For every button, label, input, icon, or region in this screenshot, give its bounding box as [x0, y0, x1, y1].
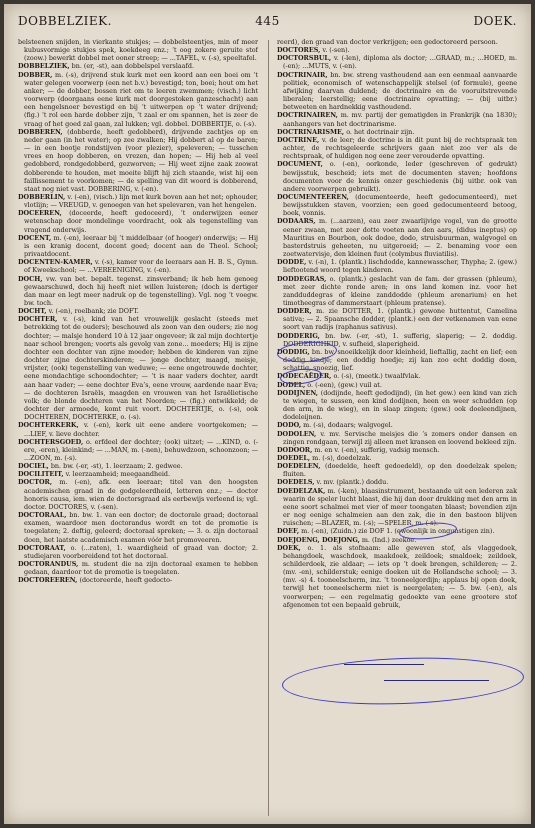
dictionary-entry: [277, 275, 517, 308]
dictionary-entry: [277, 430, 517, 446]
entry-headword: DOBBELZIEK,: [18, 62, 70, 71]
entry-definition: m. (...aarzen), eau zeer zwaarlijvige vogel, van de grootte eener zwaan, met zeer dotte voeten aan den aars, (didus ineptus) op Mauritius en Bourbon, ook dodoe, dodo, struisbuurman, walgvogel en basterdstruis geheeten, nu uitgeroeid; — 2. benaming voor een zoetwatervisje, den kleinen fuut (colymbus fluviatilis).: [283, 217, 517, 259]
dictionary-entry: [18, 307, 258, 315]
entry-definition: m. (-en), afk. een leeraar; titel van den hoogsten academischen graad in de godgeleerdheid, letteren enz.; — doctor honoris causa, iem. wien de doctorsgraad als eerbewijs verleend is; vgl. doctor. DOCTORES, v. (-sen).: [24, 478, 258, 511]
ink-strike-2: [384, 680, 489, 681]
entry-headword: DODIJNEN,: [277, 388, 319, 397]
entry-definition: m. student die na zijn doctoraal examen te hebben gedaan, daardoor tot de promotie is toegelaten.: [24, 560, 258, 577]
entry-headword: DOCIEL,: [18, 462, 49, 471]
entry-definition: (doctoreerde, heeft gedocto-: [79, 576, 173, 585]
entry-headword: DOCTORANDUS,: [18, 560, 79, 568]
entry-headword: DOCHTERSGOED,: [18, 437, 84, 446]
dictionary-entry: [18, 62, 258, 70]
entry-definition: (dodijnde, heeft gedodijnd), (in het gew.) een kind van zich te wiegen, te sussen, een kind dodijnen, heen en weer schudden (op den arm, in de wieg), en in slaap zingen; (gew.) ook doeleendijnen, dodeleijnen.: [283, 388, 517, 422]
entry-definition: m. (-s), drijvend stuk kurk met een koord aan een boei om ‘t water gelegen voorwerp (een net b.v.) bevestigd; ton, boei; hout om het anker; — de dobber, bossen riet om te leeren zwemmen; (visch.) licht voorwerp (doorgaans eene kurk met doorgestoken ganzeschacht) aan een hengelsnoer bevestigd en bij ‘t uitwerpen op ‘t water drijvend; (fig.) ‘t rol een harde dobber zijn, ‘t zaal er om spannen, het is zeer de vraag of het goed zal gaan, zal lukken; vgl. dobbel. DOBBERTJE, o. (-s).: [24, 70, 258, 128]
entry-definition: o. (-en), oorkonde, leder (geschreven of gedrukt) bewijsstuk, bescheid; iets met de documenten staven; hoofdons documenten voor de kennis onzer geschiedenis (bij uitbr. ook van andere voorwerpen gebruikt).: [283, 160, 517, 193]
dictionary-entry: [277, 446, 517, 454]
entry-definition: v. (-len), diploma als doctor; ...GRAAD, m.; ...HOED, m. (-en); ...MUTS, v. (-en).: [283, 54, 517, 71]
entry-definition: v. (-n), 1. (plantk.) lischdodde, kannewasscher, Thypha; 2. (gew.) lieftootend woord tegen kinderen.: [283, 258, 517, 275]
dictionary-entry: [18, 478, 258, 511]
entry-headword: DOCTOR,: [18, 478, 53, 487]
dictionary-entry: [18, 576, 258, 584]
header-left-guideword: DOBBELZIEK.: [18, 14, 112, 28]
left-column: [18, 38, 258, 818]
dictionary-entry: [18, 258, 258, 274]
entry-definition: v. mv. Servische meisjes die ‘s zomers onder dansen en zingen rondgaan, terwijl zij alleen met kransen en loovend bekleed zijn.: [283, 429, 517, 446]
entry-headword: DOCTORES,: [277, 46, 321, 55]
ink-strike-1: [344, 664, 424, 665]
entry-definition: v. (-en), roelbank; zie DOFT.: [48, 307, 139, 316]
entry-headword: DOEK,: [277, 543, 301, 552]
dictionary-entry: [18, 315, 258, 421]
entry-definition: v. (-en), (visch.) lijn met kurk boven aan het net; ophouder, vlotlijn; — VREUGD, v. genoegen van het spelevaren, van het hengelen.: [24, 192, 258, 210]
entry-headword: DOCTORSBUL,: [277, 54, 332, 63]
entry-definition: o. (...raten), 1. waardigheid of graad van doctor; 2. studiejaren voorbereidend tot het doctoraal.: [24, 543, 258, 560]
entry-headword: DOCENTEN-KAMER,: [18, 258, 93, 267]
entry-headword: DOCTRINE,: [277, 135, 320, 144]
entry-definition: m. (-s), doedelzak.: [312, 453, 372, 462]
entry-definition: v. de leer; de doctrine is in dit punt bij de rechtspraak ten achter, de rechtsgeleerde schrijvers gaan niet zoo ver als de rechtspraak, of huldigen nog eene zeer verouderde opvatting.: [283, 135, 517, 161]
dictionary-entry: [277, 193, 517, 217]
entry-definition: bn. bw. 1. van een doctor; de doctorale graad; doctoraal examen, waardoor men doctorandus wordt en tot de promotie is toegelaten; 2. deftig, geleerd; doctoraal spreken; — 3. o. zijn doctoraal doen, het laatste academisch examen vóór het promoveeren.: [24, 511, 258, 544]
dictionary-entry: [277, 487, 517, 528]
dictionary-entry: [277, 544, 517, 609]
dictionary-entry: [18, 560, 258, 576]
entry-headword: DODDE,: [277, 258, 307, 267]
dictionary-entry: [277, 160, 517, 193]
entry-definition: vw. van bet. bepalt. tegenst. zinsverband; ik heb hem genoeg gewaarschuwd, doch hij heeft niet willen luisteren; (doch is dertiger dan maar en legt meer nadruk op de tegenstelling). Vgl. nog ‘t voegw. bw. toch.: [24, 274, 258, 307]
dictionary-entry: [18, 511, 258, 544]
entry-headword: DOCTRINAIREN,: [277, 111, 338, 120]
dictionary-entry: [277, 111, 517, 127]
entry-definition: o. 1. als stofnaam: alle geweven stof, als vlaggedoek, behangdoek, waschdoek, maakdoek, zeildoek; smaldoek; zeildoek, schilderdoek, zie aldaar; — iets op ‘t doek brengen, schilderen; — 2. (mv. -en), schilderstuk; eenige doeken uit de Hollandsche school; — 3. (mv. -s) 4. tooneelscherm, inz. ‘t tooneelgordijn; applaus bij open doek, terwijl het tooneelscherm niet is neergelaten; — 5. bw. (-en), als voorwerpen; — een regelmatig gedoekte van eene grootere stof afgenomen tot een bepaald gebruik,: [283, 543, 517, 609]
entry-definition: bn. bw. (-er, -st), 1. leerzaam; 2. gedwee.: [50, 462, 183, 471]
entry-definition: m. (-ken), blaasinstrument, bestaande uit een lederen zak waarin de speler lucht blaast, die hij dan door drukking met den arm in eene soort schalmei met vier of meer toongaten blaast; bovendien zijn er nog eenige schalmeien aan den zak, die in den bastoon blijven ruischen; —BLAZER, m. (-s); —SPELER, m. (-s).: [283, 486, 517, 528]
entry-headword: DOCUMENTEEREN,: [277, 192, 349, 201]
entry-definition: o. erfdeel der dochter; (ook) uitzet; — ...KIND, o. (-ere, -eren), kleinkind; — ...MAN, m. (-nen), behuwdzoon, schoonzoon; — ...ZOON, m. (-s).: [24, 437, 258, 462]
header-right-guideword: DOEK.: [473, 14, 517, 28]
dictionary-entry: [18, 128, 258, 193]
entry-headword: DOEF,: [277, 527, 300, 536]
entry-definition: bn. (er, -st), aan dobbelspel verslaafd.: [71, 62, 194, 71]
entry-definition: bn. bw. (-er, -st), 1. sufferig, slaperig; — 2. doddig. DODDERIGHEID, v. sufheid, slaperigheid.: [283, 331, 517, 348]
entry-definition: v. mv. (plantk.) doddu.: [316, 478, 389, 487]
dictionary-entry: [18, 209, 258, 233]
entry-headword: DODDERIG,: [277, 331, 320, 340]
entry-headword: DOCHTERKERK,: [18, 421, 79, 430]
dictionary-entry: [277, 454, 517, 462]
dictionary-entry: [277, 258, 517, 274]
dictionary-entry: [277, 136, 517, 160]
entry-definition: (dobberde, heeft gedobberd), drijvende zachtjes op en neder gaan (in het water); op zee zwalken; Hij dobbert al op de baren; — in een bootje rondstijven (voor plezier), speleveren; — tusschen vrees en hoop dobberen, en vrezen, dan hopen; — Hij heb al veel gedobberd, rondgedobberd, gezworven; — Hij weet zijne zaak zoowat dobberende te houden, met moeite blijft hij zich staande, wist hij een faillissement te voorkomen; — de spelling van dit woord is dobberend, staat nog niet vast. DOBBERING, v. (-en).: [24, 127, 258, 193]
entry-headword: DOCTRINARISME,: [277, 127, 345, 136]
dictionary-entry: [277, 421, 517, 429]
entry-definition: belsteenen snijden, in vierkante stukjes; — dobbelsteentjes, min of meer kubusvormige stukjes spek, koekdeeg enz.; ‘t oog zokere geruite stof (zoow.) bewerkt dobbel met ooner streep; — ...TAFEL, v. (-s), speeltafel.: [18, 38, 258, 63]
entry-headword: DOBBERLIN,: [18, 192, 66, 201]
dictionary-entry: [18, 193, 258, 209]
entry-definition: bn. bw. snoeikkelijk door kleinheid, lieftallig, zacht en lief; een doddig kindje; een doddig hoedje; zij kan zoo echt doddig doen, schattig, snoezig, lief.: [283, 347, 517, 373]
entry-definition: m. (-en), (Zuidn.) zie DOF 1. (ewoonlijk in ongunstigen zin).: [301, 527, 495, 536]
page-number: 445: [255, 14, 280, 28]
entry-headword: DOBBEREN,: [18, 127, 63, 136]
entry-headword: DODDER,: [277, 307, 312, 316]
entry-definition: v. (-s), kind van het vrouwelijk geslacht (steeds met betrekking tot de ouders); beschouwd als zoon van den ouders; zie nog dochter; — malsje honderd 10 à 12 jaar ongeveer; ik zal mijn dochtertje naar school brengen; voorts als gevolg van zone... moeders; Hij is zijne dochter een dochter van zijne moeder; hebben de kinderen van zijne dochter zijne dochterskinderen; — jonge dochter, maagd, meisje, vrijster, (ook) tegenstelling van weduwe; — eene ongetrouwde dochter, eene mondachtige schoondochter; — ‘t is naar vaders dochter, aardt aan haar vader; — eene dochter Eva’s, eene vrouw, aardende naar Eva; — de dochteren Israëls, maagden en vrouwen van het Israëlietische volk; de blonde dochteren van het Noorden; — (fig.) ontwikkeld; de dochter der armoede, komt ruit voort. DOCHTERTJE, o. (-s), ook DOCHTEREN, DOCHTERKE, o. (-s).: [24, 315, 258, 422]
entry-headword: DODDEGRAS,: [277, 274, 327, 283]
dictionary-entry: [277, 307, 517, 331]
entry-headword: DOCTORAAT,: [18, 543, 66, 552]
entry-headword: DOEDELZAK,: [277, 486, 326, 495]
entry-definition: v. (-sen).: [322, 46, 350, 55]
dictionary-entry: [18, 462, 258, 470]
dictionary-entry: [277, 128, 517, 136]
entry-definition: m. (Ind.) zeekoe.: [361, 535, 417, 544]
dictionary-entry: [277, 462, 517, 478]
dictionary-entry: [277, 46, 517, 54]
entry-definition: reerd), den graad van doctor verkrijgen; een gedoctoreerd persoon.: [277, 38, 498, 46]
dictionary-entry: [18, 544, 258, 560]
entry-definition: bn. bw. streng vasthoudend aan een eenmaal aanvaarde politiek, economisch of wetenschappelijk stelsel (of formule), geene afwijking daarvan duldend; de doctrinaire en de vooruitstrevende liberalen; leerstellig; eene doctrinaire opvatting; — (bij uitbr.) betweeten en hardnekkig vasthoudend.: [283, 70, 517, 112]
dictionary-entry: [277, 217, 517, 258]
dictionary-entry: [277, 71, 517, 112]
entry-definition: m. mv. partij der gematigden in Frankrijk (na 1830); aanhangers van het doctrinarisme.: [283, 111, 517, 128]
entry-headword: DOCH,: [18, 274, 43, 283]
entry-headword: DOCHTER,: [18, 315, 58, 324]
dictionary-entry: [277, 38, 517, 46]
entry-headword: DODOLEN,: [277, 429, 317, 438]
entry-headword: DOEDELEN,: [277, 462, 321, 471]
dictionary-entry: [18, 421, 258, 437]
entry-headword: DOCTOREEREN,: [18, 576, 78, 585]
entry-definition: m. (-en), leeraar bij ‘t middelbaar (of hooger) onderwijs; — Hij is een kranig docent, docent goed; docent aan de Theol. School; privaatdocent.: [24, 233, 258, 259]
entry-headword: DOCTORAAL,: [18, 511, 67, 520]
entry-definition: (doedelde, heeft gedoedeld), op den doedelzak spelen; fluiten.: [283, 462, 517, 479]
entry-headword: DODAARS,: [277, 217, 316, 226]
entry-definition: o. (plantk.) geslacht van de fam. der grassen (phleum), met zeer dichte ronde aren; in ons land komen inz. voor het zandduddegras of kleine zanddodde (phleum arenarium) en het timotheegras of dammerstaart (phleum pratense).: [283, 274, 517, 307]
entry-headword: DOCTRINAIR,: [277, 70, 328, 79]
entry-definition: v. (-en), kerk uit eene andere voortgekomen; — ...LIEF, v. lieve dochter.: [24, 421, 258, 438]
dictionary-entry: [277, 536, 517, 544]
dictionary-entry: [18, 470, 258, 478]
entry-headword: DOCEEREN,: [18, 209, 62, 218]
entry-headword: DOEDEL,: [277, 453, 311, 462]
dictionary-entry: [18, 71, 258, 128]
entry-headword: DOCUMENT,: [277, 160, 323, 169]
dictionary-entry: [277, 54, 517, 70]
dictionary-entry: [18, 438, 258, 462]
entry-headword: DOCENT,: [18, 233, 52, 242]
entry-definition: o. het doctrinair zijn.: [346, 127, 415, 136]
entry-headword: DOEDELS,: [277, 478, 315, 487]
page-header: [18, 14, 517, 36]
entry-headword: DOCILITEIT,: [18, 470, 64, 479]
dictionary-entry: [277, 478, 517, 486]
entry-headword: DODEL,: [277, 380, 306, 389]
entry-definition: m. en v. (-en), sufferig, vadsig mensch.: [314, 445, 440, 454]
entry-definition: (documenteerde, heeft gedocumenteerd), met bewijsstukken staven, voorzien; een goed gedocumenteerd betoog, boek, vonnis.: [283, 192, 517, 218]
dictionary-entry: [18, 38, 258, 62]
dictionary-entry: [277, 527, 517, 535]
entry-definition: o. (-een), (gew.) vuil at.: [307, 380, 382, 389]
entry-definition: m. (-s), dodaars; walgvogel.: [303, 421, 393, 430]
entry-headword: DOCHT,: [18, 307, 47, 316]
dictionary-page: [4, 4, 531, 824]
entry-headword: DODO,: [277, 421, 302, 430]
entry-headword: DODOOR,: [277, 445, 313, 454]
entry-definition: v. (-s), kamer voor de leeraars aan H. B. S., Gymn. of Kweekschool; — ...VEREENIGING, v. (-en).: [24, 258, 258, 275]
entry-headword: DOBBER,: [18, 70, 53, 79]
dictionary-entry: [277, 389, 517, 422]
entry-headword: DODDIG,: [277, 347, 310, 356]
entry-headword: DODECAËDER,: [277, 372, 332, 381]
entry-definition: v. leerzaamheid; meegaandheid.: [65, 470, 171, 479]
dictionary-entry: [18, 234, 258, 258]
entry-definition: m. zie DOTTER, 1. (plantk.) gewone huttentut, Camelina sativa; — 2. Spaansche dodder, (plantk.) een der vetkenamen van eene soort van radijs (raphanus sativus).: [283, 307, 517, 332]
entry-definition: o. (-s), (meetk.) twaalfvlak.: [333, 372, 421, 381]
dictionary-entry: [277, 381, 517, 389]
entry-definition: (doceerde, heeft gedoceerd), ‘t onderwijzen eener wetenschap door mondelinge voordracht, ook als tegenstelling van vragend onderwijs.: [24, 209, 258, 234]
entry-headword: DOEJOENG, DOEJONG,: [277, 535, 360, 544]
column-divider: [268, 40, 269, 816]
dictionary-entry: [18, 275, 258, 308]
